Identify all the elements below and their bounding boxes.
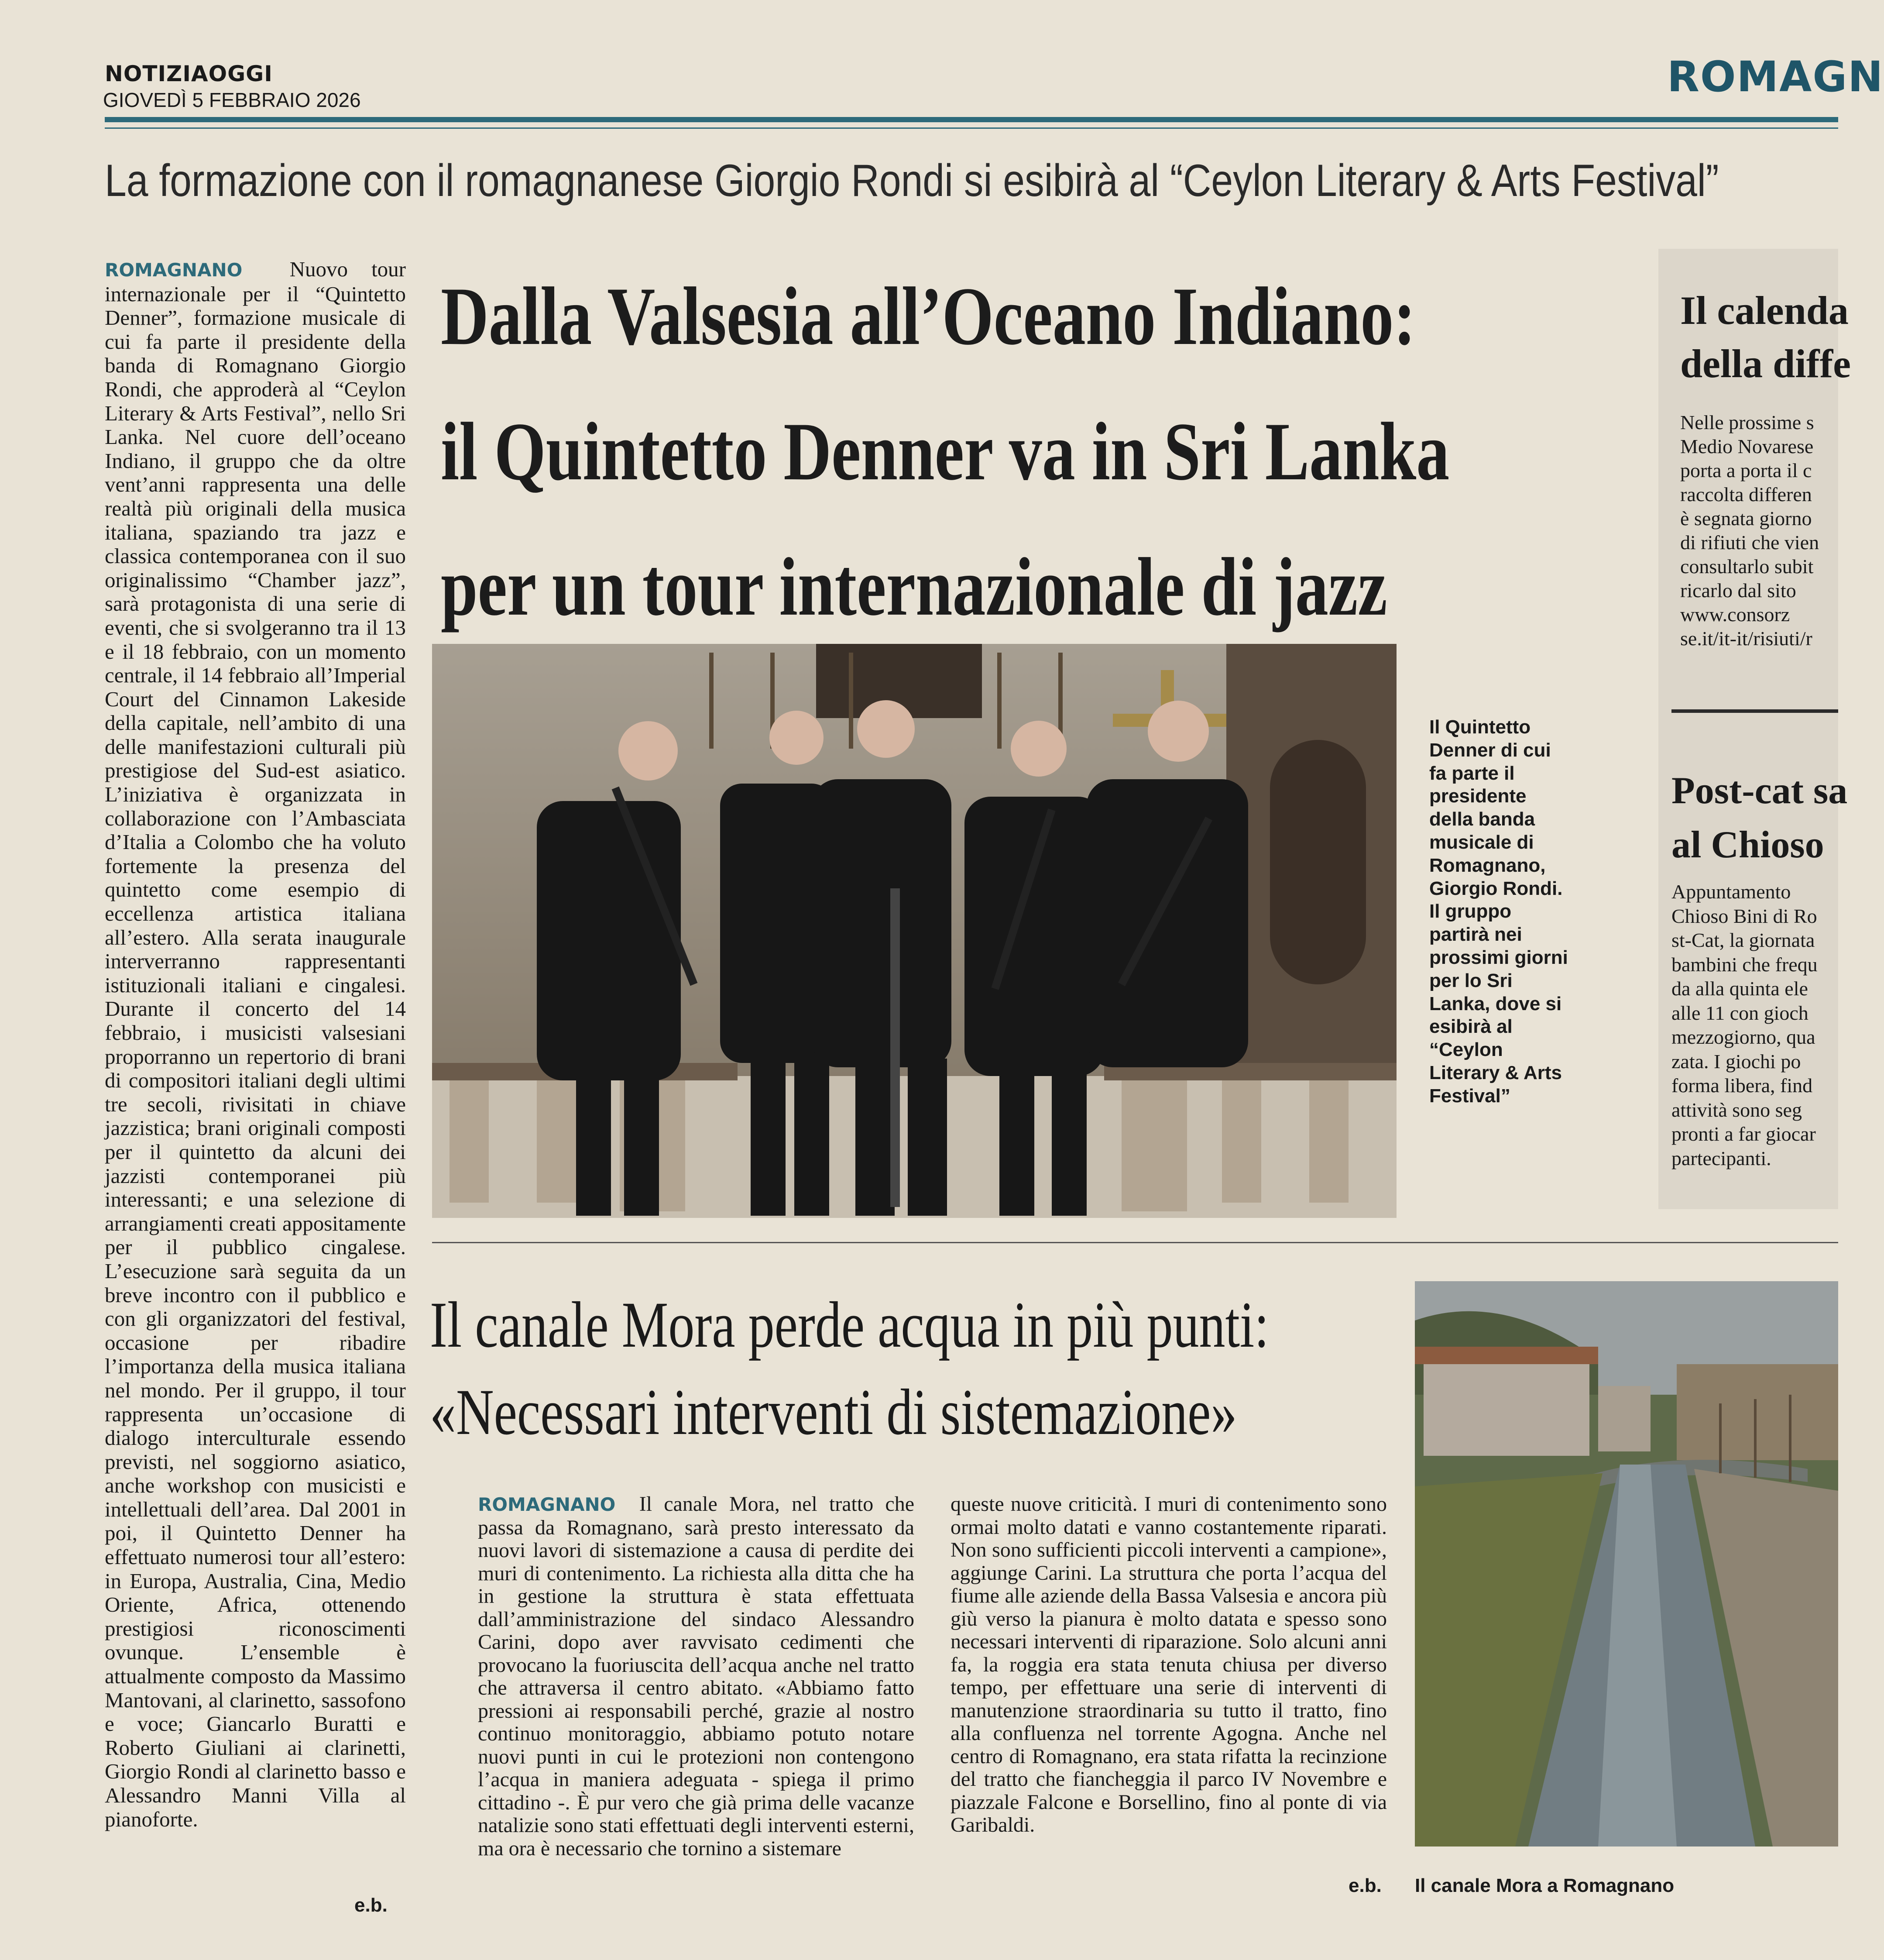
masthead-rule: [105, 117, 1838, 122]
sidebar-line: da alla quinta ele: [1671, 977, 1808, 1000]
sidebar-line: st-Cat, la giornata: [1671, 929, 1815, 951]
kicker: La formazione con il romagnanese Giorgio Rondi si esibirà al “Ceylon Literary & Arts Festival”: [105, 155, 1719, 206]
headline-line: «Necessari interventi di sistemazione»: [430, 1376, 1237, 1448]
sidebar-line: di rifiuti che vien: [1680, 531, 1819, 554]
sidebar-line: bambini che frequ: [1671, 953, 1818, 976]
main-article-text: Nuovo tour internazionale per il “Quintetto Denner”, formazione musicale di cui fa parte il presidente della banda di Romagnano Giorgio Rondi, che approderà al “Ceylon Literary & Arts Festival”, nello Sri Lanka. Nel cuore dell’oceano Indiano, il gruppo che da oltre vent’anni rappresenta una delle realtà più originali della musica italiana, spaziando tra jazz e classica contemporanea con il suo originalissimo “Chamber jazz”, sarà protagonista di una serie di eventi, che si svolgeranno tra il 13 e il 18 febbraio, con un momento centrale, il 14 febbraio all’Imperial Court del Cinnamon Lakeside della capitale, nell’ambito di una delle manifestazioni culturali più prestigiose del Sud-est asiatico. L’iniziativa è organizzata in collaborazione con l’Ambasciata d’Italia a Colombo che ha voluto fortemente la presenza del quintetto come esempio di eccellenza artistica italiana all’estero. Alla serata inaugurale interverranno rappresentanti istituzionali italiani e cingalesi. Durante il concerto del 14 febbraio, i musicisti valsesiani proporranno un repertorio di brani di compositori italiani degli ultimi tre secoli, rivisitati in chiave jazzistica; brani originali composti per il quintetto da alcuni dei jazzisti contemporanei più interessanti; e una selezione di arrangiamenti creati appositamente per il pubblico cingalese. L’esecuzione sarà seguita da un breve incontro con il pubblico e con gli organizzatori del festival, occasione per ribadire l’importanza della musica italiana nel mondo. Per il gruppo, il tour rappresenta un’occasione di dialogo interculturale essendo previsti, nel soggiorno asiatico, anche workshop con musicisti e intellettuali dell’area. Dal 2001 in poi, il Quintetto Denner ha effettuato numerosi tour all’estero: in Europa, Australia, Cina, Medio Oriente, Africa, ottenendo prestigiosi riconoscimenti ovunque. L’ensemble è attualmente composto da Massimo Mantovani, al clarinetto, sassofono e voce; Giancarlo Buratti e Roberto Giuliani ai clarinetti, Giorgio Rondi al clarinetto basso e Alessandro Manni Villa al pianoforte.: [105, 257, 406, 1831]
sidebar-line: Nelle prossime s: [1680, 411, 1814, 433]
sidebar-line: Medio Novarese: [1680, 435, 1814, 457]
sidebar-line: attività sono seg: [1671, 1098, 1802, 1121]
quintet-photo: [432, 644, 1397, 1218]
sidebar-line: porta a porta il c: [1680, 459, 1812, 481]
headline-line: il Quintetto Denner va in Sri Lanka: [441, 406, 1450, 498]
second-headline: [430, 1281, 1269, 1456]
sidebar-line: se.it/it-it/risiuti/r: [1680, 627, 1812, 650]
second-article-signature: e.b.: [1349, 1875, 1382, 1896]
headline-line: Dalla Valsesia all’Oceano Indiano:: [441, 271, 1416, 362]
canal-photo: [1415, 1281, 1838, 1847]
sidebar-line: partecipanti.: [1671, 1147, 1771, 1169]
second-article-text: Il canale Mora, nel tratto che passa da Romagnano, sarà presto interessato da nuovi lavori di sistemazione a causa di perdite dei muri di contenimento. La richiesta alla ditta che ha in gestione la struttura è stata effettuata dall’amministrazione del sindaco Alessandro Carini, dopo aver ravvisato cedimenti che provocano la fuoriuscita dell’acqua anche nel tratto che attraversa il centro abitato. «Abbiamo fatto pressioni ai responsabili perché, grazie al nostro continuo monitoraggio, abbiamo potuto notare nuovi punti in cui le protezioni non contengono l’acqua in maniera adeguata - spiega il primo cittadino -. È pur vero che già prima delle vacanze natalizie sono stati effettuati degli interventi esterni, ma ora è necessario che tornino a sistemare: [478, 1492, 915, 1860]
sidebar-title-line: Post-cat sa: [1671, 770, 1848, 812]
sidebar-text-2: [1671, 880, 1846, 1170]
sidebar-title-2: [1671, 764, 1847, 872]
section-name: ROMAGN: [1667, 52, 1884, 101]
sidebar-line: zata. I giochi po: [1671, 1050, 1801, 1073]
sidebar-line: pronti a far giocar: [1671, 1123, 1816, 1145]
main-article-signature: e.b.: [354, 1895, 388, 1916]
headline-line: Il canale Mora perde acqua in più punti:: [430, 1289, 1269, 1361]
sidebar-line: ricarlo dal sito: [1680, 579, 1796, 602]
sidebar-title-line: della diffe: [1680, 341, 1851, 386]
sidebar-line: mezzogiorno, qua: [1671, 1026, 1815, 1048]
sidebar-line: alle 11 con gioch: [1671, 1001, 1809, 1024]
dateline: ROMAGNANO: [478, 1494, 616, 1515]
sidebar-line: consultarlo subit: [1680, 555, 1814, 578]
sidebar-text-1: [1680, 410, 1855, 650]
sidebar-line: www.consorz: [1680, 603, 1790, 626]
sidebar-line: forma libera, find: [1671, 1074, 1813, 1097]
issue-date: GIOVEDÌ 5 FEBBRAIO 2026: [103, 89, 361, 111]
main-headline: [441, 249, 1450, 655]
article-divider: [432, 1242, 1838, 1243]
second-article-col1: [478, 1493, 914, 1877]
sidebar-line: Appuntamento: [1671, 880, 1791, 903]
paper-name: NOTIZIAOGGI: [105, 61, 273, 86]
sidebar-line: Chioso Bini di Ro: [1671, 904, 1817, 927]
canal-photo-caption: Il canale Mora a Romagnano: [1415, 1875, 1675, 1896]
main-article-body: [105, 258, 406, 1890]
second-article-col2: queste nuove criticità. I muri di contenimento sono ormai molto datati e vanno costantemente riparati. Non sono sufficienti piccoli interventi a campione», aggiunge Carini. La struttura che porta l’acqua del fiume alle aziende della Bassa Valsesia e ancora più giù verso la pianura è molto datata e spesso sono necessari interventi di riparazione. Solo alcuni anni fa, la roggia era stata tenuta chiusa per diverso tempo, per effettuare una serie di interventi di manutenzione straordinaria su tutto il tratto, fino alla confluenza nel torrente Agogna. Anche nel centro di Romagnano, era stata rifatta la recinzione del tratto che fiancheggia il parco IV Novembre e piazzale Falcone e Borsellino, fino al ponte di via Garibaldi.: [951, 1492, 1387, 1836]
sidebar-rule: [1671, 709, 1838, 713]
sidebar-line: raccolta differen: [1680, 483, 1812, 505]
sidebar-title-line: al Chioso: [1671, 824, 1824, 866]
headline-line: per un tour internazionale di jazz: [441, 541, 1387, 633]
masthead-thin-rule: [105, 127, 1838, 129]
sidebar-title-line: Il calenda: [1680, 288, 1849, 333]
sidebar-line: è segnata giorno: [1680, 507, 1812, 530]
dateline: ROMAGNANO: [105, 259, 243, 281]
sidebar-title-1: [1680, 284, 1851, 390]
quintet-photo-caption: Il Quintetto Denner di cui fa parte il presidente della banda musicale di Romagnano, Giorgio Rondi. Il gruppo partirà nei prossimi giorni per lo Sri Lanka, dove si esibirà al “Ceylon Literary & Arts Festival”: [1429, 716, 1568, 1107]
